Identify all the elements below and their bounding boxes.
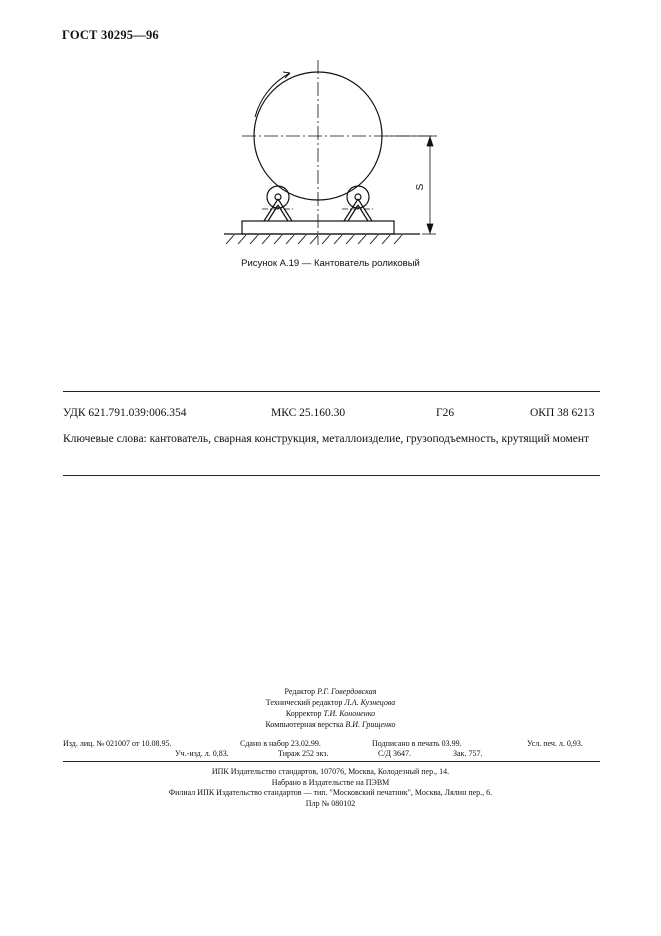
group-code: Г26 xyxy=(436,407,455,419)
staff-layout xyxy=(0,720,661,730)
imprint-line: Филиал ИПК Издательство стандартов — тип. "Московский печатник", Москва, Лялин пер., 6. xyxy=(168,788,493,797)
imprint-line: Набрано в Издательстве на ПЭВМ xyxy=(271,777,390,787)
right-roller-support xyxy=(342,186,374,221)
print-sheets: Усл. печ. л. 0,93. xyxy=(527,739,583,748)
divider-top xyxy=(63,391,600,392)
imprint-line: Плр № 080102 xyxy=(305,798,356,808)
dimension-label: S xyxy=(415,183,426,191)
staff-editor xyxy=(0,687,661,697)
publisher-sheets: Уч.-изд. л. 0,83. xyxy=(175,749,229,758)
staff-name: В.И. Грищенко xyxy=(345,720,396,729)
udk-code: УДК 621.791.039:006.354 xyxy=(63,407,187,419)
publisher-imprint xyxy=(0,767,661,809)
order-number: Зак. 757. xyxy=(453,749,483,758)
standard-code: ГОСТ 30295—96 xyxy=(62,28,159,42)
mks-code: МКС 25.160.30 xyxy=(271,407,346,419)
staff-role: Редактор xyxy=(284,687,316,696)
okp-code: ОКП 38 6213 xyxy=(530,407,595,419)
roller-rotator-drawing xyxy=(210,55,450,250)
license-info: Изд. лиц. № 021007 от 10.08.95. xyxy=(63,739,172,748)
staff-name: Т.И. Кононенко xyxy=(323,709,376,718)
staff-role: Компьютерная верстка xyxy=(265,720,344,729)
staff-role: Корректор xyxy=(285,709,322,718)
divider-bottom xyxy=(63,761,600,762)
circulation: Тираж 252 экз. xyxy=(278,749,329,758)
print-signed: Подписано в печать 03.99. xyxy=(372,739,462,748)
left-roller-support xyxy=(262,186,294,221)
divider-keywords xyxy=(63,475,600,476)
staff-role: Технический редактор xyxy=(265,698,343,707)
ground-hatching xyxy=(226,235,402,244)
figure-caption: Рисунок А.19 — Кантователь роликовый xyxy=(241,258,420,269)
staff-corrector xyxy=(0,709,661,719)
rotation-arrow-icon xyxy=(255,73,290,117)
staff-tech-editor xyxy=(0,698,661,708)
staff-name: Р.Г. Говердовская xyxy=(317,687,377,696)
imprint-line: ИПК Издательство стандартов, 107076, Москва, Колодезный пер., 14. xyxy=(211,767,450,776)
typeset-date: Сдано в набор 23.02.99. xyxy=(240,739,321,748)
staff-name: Л.А. Кузнецова xyxy=(344,698,396,707)
dimension-s xyxy=(386,136,436,234)
sd-number: С/Д 3647. xyxy=(378,749,412,758)
keywords: Ключевые слова: кантователь, сварная конструкция, металлоизделие, грузоподъемность, крутящий момент xyxy=(63,433,590,445)
